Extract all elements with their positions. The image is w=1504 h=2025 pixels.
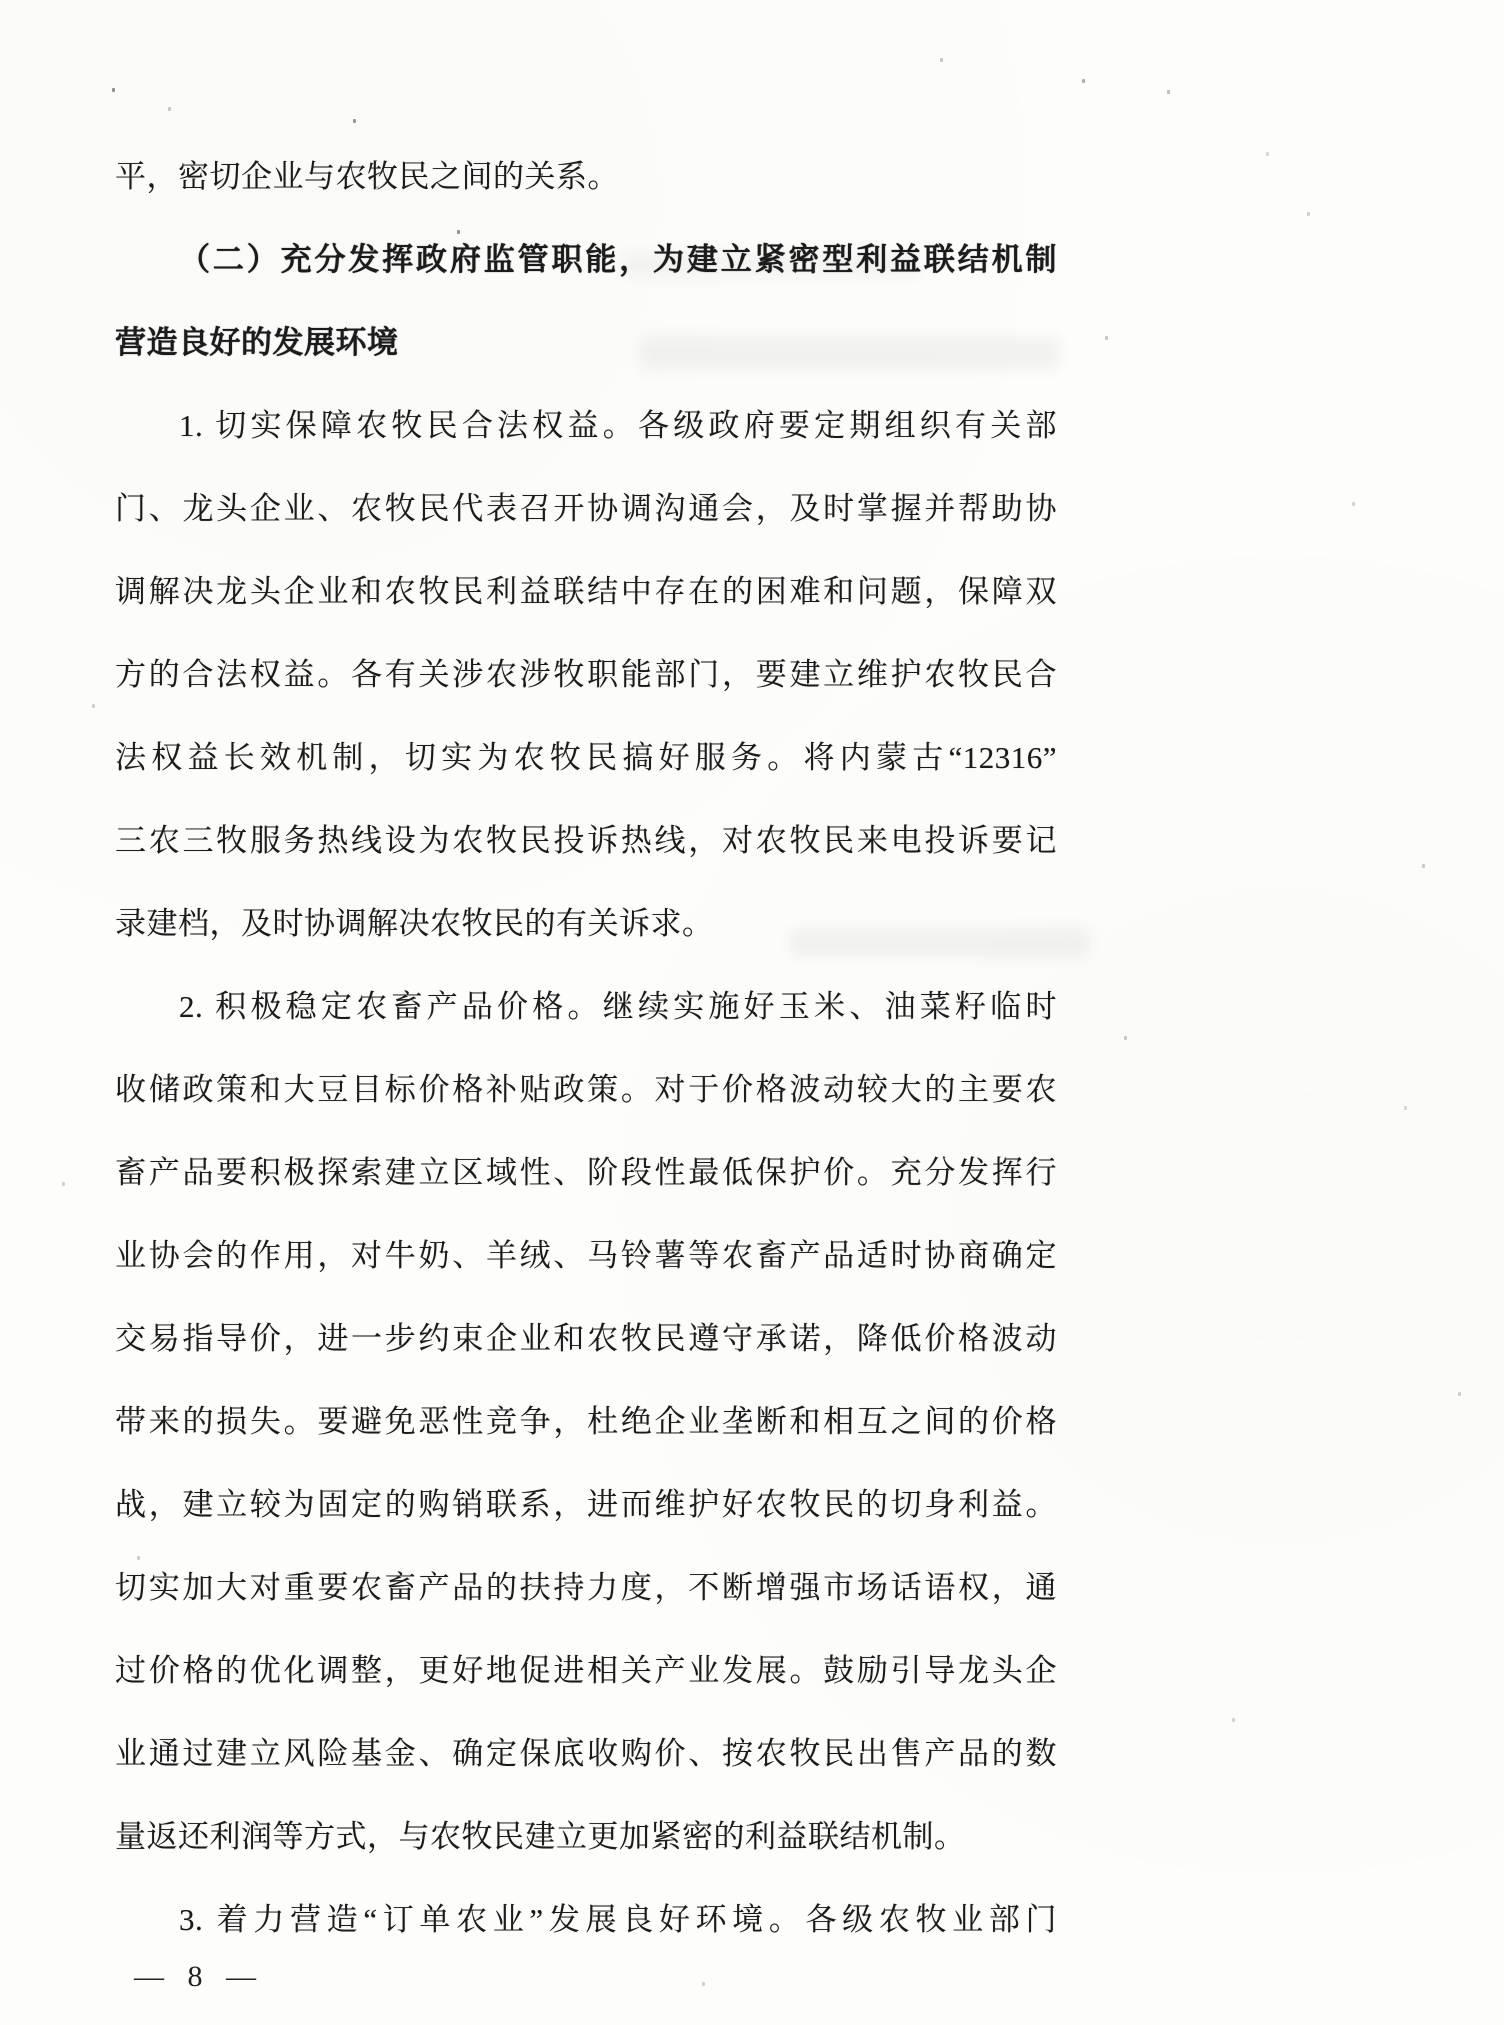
text-line: 方的合法权益。各有关涉农涉牧职能部门，要建立维护农牧民合 [115,657,1057,692]
text-line: 带来的损失。要避免恶性竞争，杜绝企业垄断和相互之间的价格 [115,1404,1057,1439]
text-line: 调解决龙头企业和农牧民利益联结中存在的困难和问题，保障双 [115,574,1057,609]
scan-speck-dots [0,0,3,4]
text-line: 1. 切实保障农牧民合法权益。各级政府要定期组织有关部 [179,408,1057,443]
text-line: 平，密切企业与农牧民之间的关系。 [115,159,619,194]
text-line: 收储政策和大豆目标价格补贴政策。对于价格波动较大的主要农 [115,1072,1057,1107]
text-line: 3. 着力营造“订单农业”发展良好环境。各级农牧业部门 [179,1902,1057,1937]
page-number: — 8 — [134,1960,264,1993]
text-line: 畜产品要积极探索建立区域性、阶段性最低保护价。充分发挥行 [115,1155,1057,1190]
text-line: 战，建立较为固定的购销联系，进而维护好农牧民的切身利益。 [115,1487,1057,1522]
text-line: 业协会的作用，对牛奶、羊绒、马铃薯等农畜产品适时协商确定 [115,1238,1057,1273]
text-line: 交易指导价，进一步约束企业和农牧民遵守承诺，降低价格波动 [115,1321,1057,1356]
section-heading-line-1: （二）充分发挥政府监管职能，为建立紧密型利益联结机制 [179,242,1057,277]
text-line: 录建档，及时协调解决农牧民的有关诉求。 [115,906,714,941]
text-line: 门、龙头企业、农牧民代表召开协调沟通会，及时掌握并帮助协 [115,491,1057,526]
section-heading-line-2: 营造良好的发展环境 [115,325,399,360]
text-line: 切实加大对重要农畜产品的扶持力度，不断增强市场话语权，通 [115,1570,1057,1605]
document-body [115,135,1057,1961]
text-line: 过价格的优化调整，更好地促进相关产业发展。鼓励引导龙头企 [115,1653,1057,1688]
text-line: 三农三牧服务热线设为农牧民投诉热线，对农牧民来电投诉要记 [115,823,1057,858]
text-line: 业通过建立风险基金、确定保底收购价、按农牧民出售产品的数 [115,1736,1057,1771]
text-line: 法权益长效机制，切实为农牧民搞好服务。将内蒙古“12316” [115,740,1057,775]
text-line: 2. 积极稳定农畜产品价格。继续实施好玉米、油菜籽临时 [179,989,1057,1024]
text-line: 量返还利润等方式，与农牧民建立更加紧密的利益联结机制。 [115,1819,966,1854]
